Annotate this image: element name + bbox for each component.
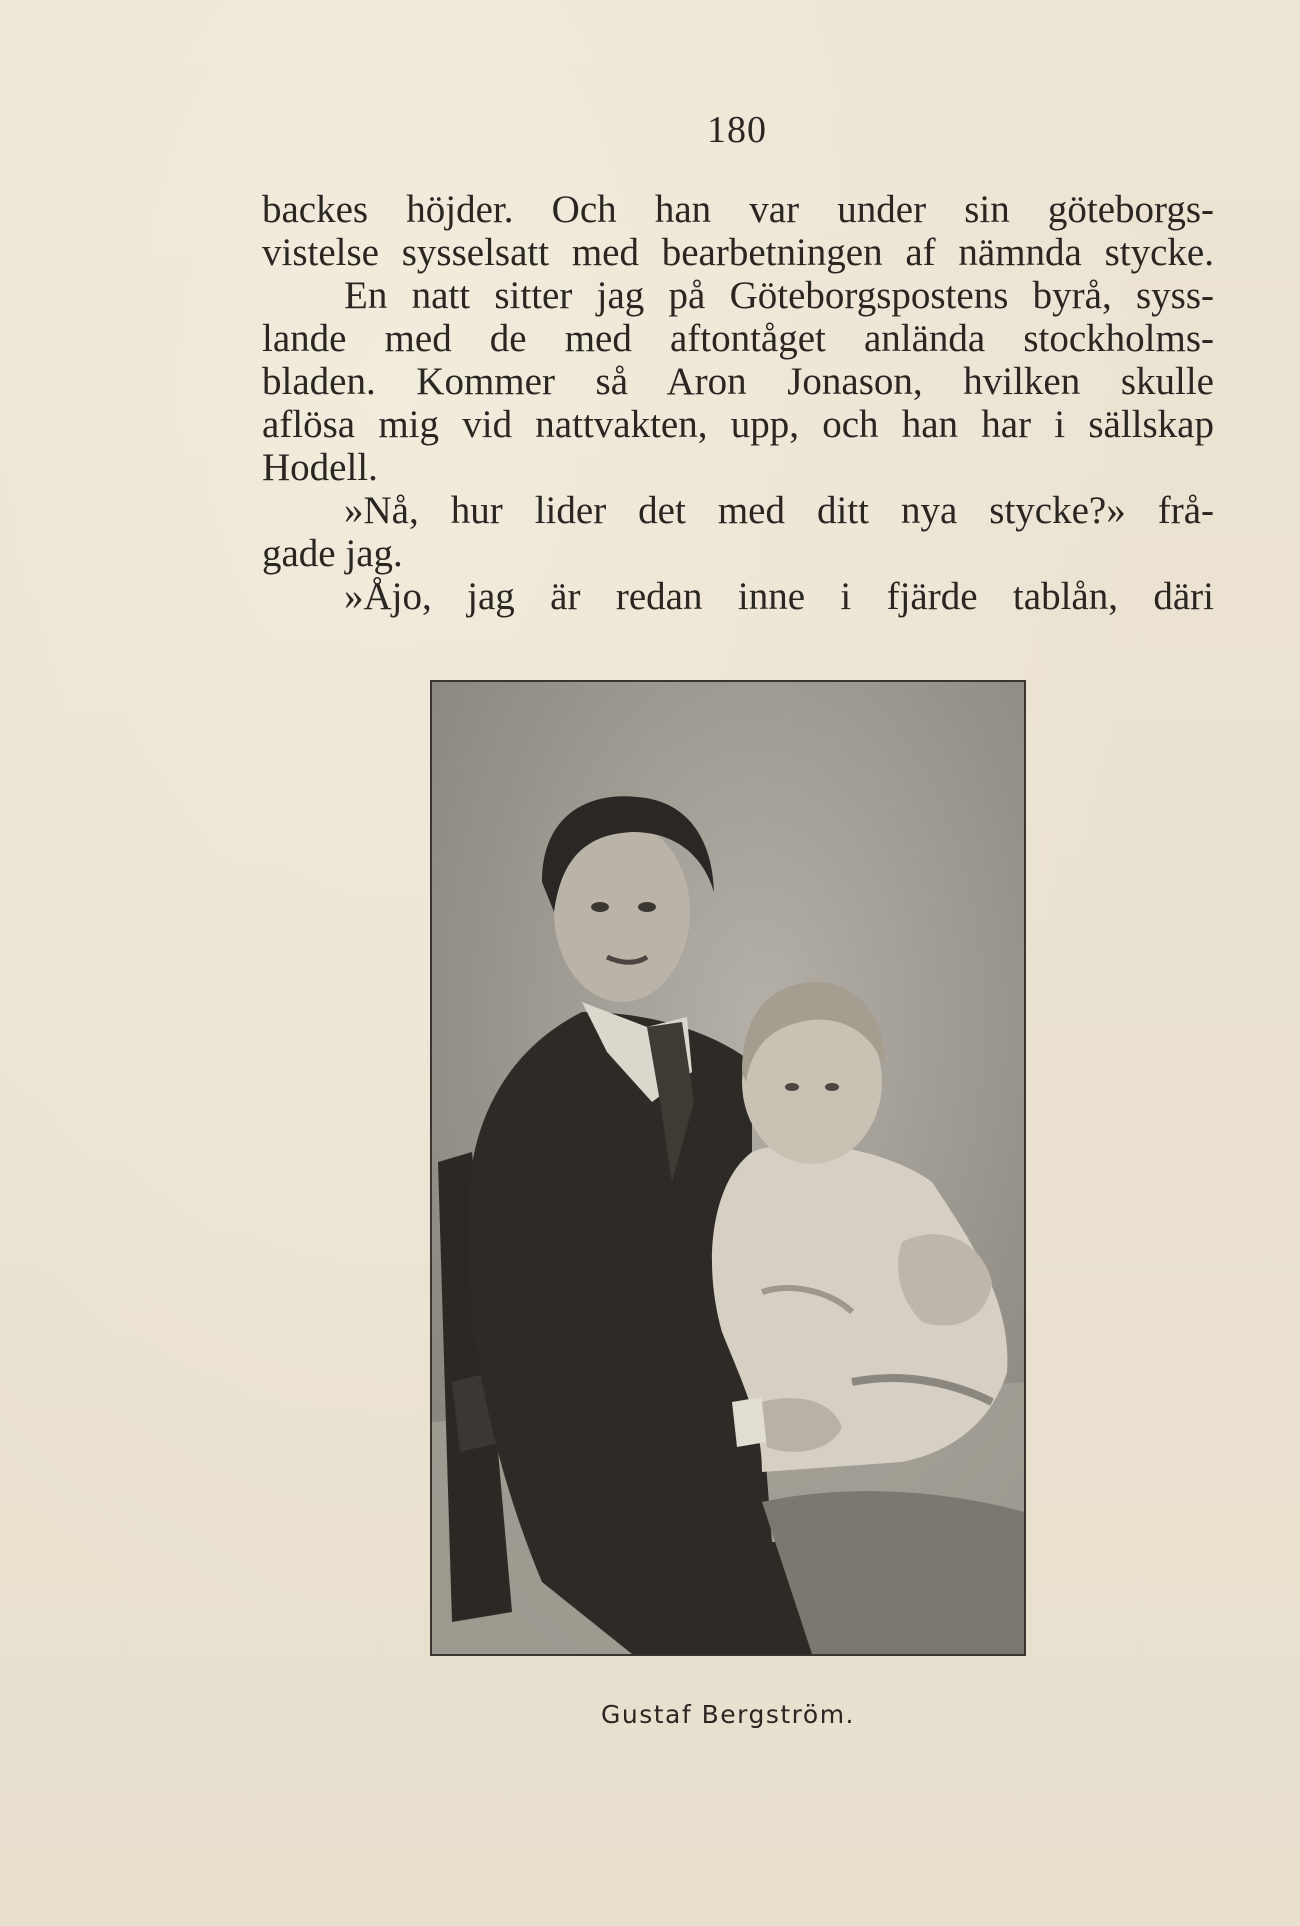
page-number: 180 [707,109,767,151]
text-line: gade jag. [262,532,403,575]
text-line: backes höjder. Och han var under sin göteborgs- [262,188,1214,231]
text-line: Hodell. [262,446,378,489]
text-line: »Åjo, jag är redan inne i fjärde tablån, däri [344,575,1214,618]
text-line: aflösa mig vid nattvakten, upp, och han har i sällskap [262,403,1214,446]
figure-caption: Gustaf Bergström. [600,1700,855,1729]
portrait-photograph [430,680,1026,1656]
text-line: vistelse sysselsatt med bearbetningen af nämnda stycke. [262,231,1214,274]
portrait-illustration [432,682,1024,1654]
text-line: bladen. Kommer så Aron Jonason, hvilken skulle [262,360,1214,403]
text-line: En natt sitter jag på Göteborgspostens byrå, syss- [344,274,1214,317]
text-line: lande med de med aftontåget anlända stockholms- [262,317,1214,360]
text-line: »Nå, hur lider det med ditt nya stycke?» frå- [344,489,1214,532]
body-text [262,188,1214,618]
